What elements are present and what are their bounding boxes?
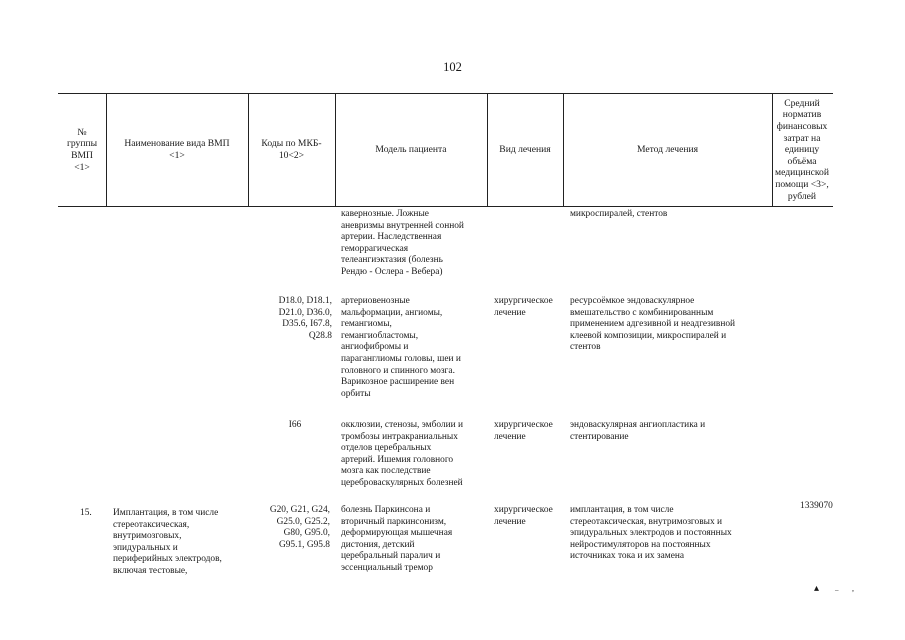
text-line: орбиты	[341, 388, 371, 399]
text-line: затрат на	[783, 132, 821, 144]
icd-codes-cell	[250, 420, 340, 432]
text-line: <1>	[74, 161, 90, 173]
text-line: Коды по МКБ-	[261, 138, 322, 150]
header-group-number	[58, 94, 106, 206]
treatment-type-cell	[494, 420, 553, 443]
text-line: артериовенозные	[341, 296, 410, 306]
text-line: лечение	[494, 307, 526, 318]
text-line: гемангиобластомы,	[341, 330, 419, 341]
text-line: микроспиралей, стентов	[570, 209, 668, 219]
text-line: стереотаксическая, внутримозговых и	[570, 516, 722, 527]
text-line: ангиофибромы и	[341, 342, 409, 353]
text-line: гемангиомы,	[341, 319, 392, 330]
patient-model-cell	[341, 209, 464, 279]
text-line: лечение	[494, 431, 526, 442]
text-line: 10<2>	[278, 150, 305, 161]
text-line: помощи <3>,	[775, 178, 829, 190]
text-line: Q28.8	[308, 330, 332, 341]
text-line: D18.0, D18.1,	[278, 296, 332, 306]
text-line: источниках тока и их замена	[570, 551, 685, 562]
text-line: включая тестовые,	[113, 565, 188, 576]
header-treatment-type	[487, 94, 563, 206]
treatment-method-cell	[570, 296, 735, 354]
vmp-name-cell	[113, 508, 222, 578]
icd-codes-cell	[250, 505, 330, 551]
text-line: эндоваскулярная ангиопластика и	[570, 420, 706, 430]
text-line: G95.1, G95.8	[278, 539, 330, 550]
text-line: параганглиомы головы, шеи и	[341, 353, 461, 364]
text-line: рублей	[787, 190, 817, 202]
text-line: G20, G21, G24,	[269, 505, 330, 515]
text-line: D21.0, D36.0,	[278, 307, 332, 318]
treatment-method-cell	[570, 209, 667, 221]
text-line: мозга как последствие	[341, 466, 431, 477]
text-line: норматив	[782, 109, 822, 121]
text-line: группы	[66, 138, 98, 150]
text-line: церебральный паралич и	[341, 551, 441, 562]
text-line: стентов	[570, 342, 601, 353]
header-vmp-name	[106, 94, 248, 206]
patient-model-cell	[341, 420, 463, 490]
text-line: хирургическое	[494, 505, 553, 515]
text-line: Варикозное расширение вен	[341, 377, 455, 388]
text-line: медицинской	[775, 167, 829, 179]
treatment-type-cell	[494, 296, 553, 319]
scan-artifact: ▴	[814, 583, 820, 594]
text-line: вмешательство с комбинированным	[570, 307, 714, 318]
text-line: лечение	[494, 516, 526, 527]
text-line: геморрагическая	[341, 243, 409, 254]
text-line: артерии. Наследственная	[341, 232, 442, 243]
text-line: <1>	[169, 150, 185, 161]
text-line: мальформации, ангиомы,	[341, 307, 443, 318]
scan-artifact: –	[835, 586, 839, 594]
treatment-type-cell	[494, 505, 553, 528]
treatment-method-cell	[570, 505, 732, 563]
text-line: 15.	[80, 508, 92, 518]
header-financial-norm	[772, 94, 832, 206]
text-line: G25.0, G25.2,	[276, 516, 330, 527]
text-line: внутримозговых,	[113, 531, 182, 542]
text-line: аневризмы внутренней сонной	[341, 220, 464, 231]
icd-codes-cell	[250, 296, 332, 342]
text-line: имплантация, в том числе	[570, 505, 674, 515]
financial-norm-cell	[800, 501, 833, 513]
treatment-method-cell	[570, 420, 705, 443]
text-line: 1339070	[800, 501, 833, 511]
text-line: Рендю - Ослера - Вебера)	[341, 266, 443, 277]
text-line: эпидуральных и	[113, 542, 178, 553]
text-line: отделов церебральных	[341, 443, 432, 454]
text-line: эпидуральных электродов и постоянных	[570, 528, 732, 539]
text-line: вторичный паркинсонизм,	[341, 516, 447, 527]
text-line: деформирующая мышечная	[341, 528, 453, 539]
text-line: эссенциальный тремор	[341, 562, 433, 573]
text-line: Имплантация, в том числе	[113, 508, 219, 518]
text-line: ресурсоёмкое эндоваскулярное	[570, 296, 695, 306]
text-line: периферийных электродов,	[113, 554, 222, 565]
header-icd-codes	[248, 94, 335, 206]
text-line: Средний	[784, 97, 820, 109]
scan-artifact: ,	[852, 584, 854, 593]
text-line: ВМП	[71, 150, 93, 161]
text-line: цереброваскулярных болезней	[341, 477, 463, 488]
text-line: D35.6, I67.8,	[282, 319, 332, 330]
patient-model-cell	[341, 505, 452, 575]
text-line: хирургическое	[494, 296, 553, 306]
text-line: G80, G95.0,	[283, 528, 330, 539]
text-line: телеангиэктазия (болезнь	[341, 255, 443, 266]
text-line: №	[77, 126, 87, 138]
page-number: 102	[443, 60, 462, 74]
header-bottom-border	[58, 206, 833, 207]
text-line: кавернозные. Ложные	[341, 209, 429, 219]
text-line: применением адгезивной и неадгезивной	[570, 319, 736, 330]
text-line: клеевой композиции, микроспиралей и	[570, 330, 727, 341]
text-line: головного и спинного мозга.	[341, 365, 455, 376]
text-line: окклюзии, стенозы, эмболии и	[341, 420, 463, 430]
text-line: Метод лечения	[636, 144, 699, 156]
patient-model-cell	[341, 296, 461, 400]
text-line: нейростимуляторов на постоянных	[570, 539, 711, 550]
text-line: стентирование	[570, 431, 629, 442]
text-line: I66	[288, 420, 302, 430]
text-line: Вид лечения	[499, 144, 551, 156]
text-line: Наименование вида ВМП	[124, 138, 230, 150]
text-line: хирургическое	[494, 420, 553, 430]
text-line: тромбозы интракраниальных	[341, 431, 458, 442]
text-line: артерий. Ишемия головного	[341, 454, 454, 465]
text-line: дистония, детский	[341, 539, 415, 550]
text-line: болезнь Паркинсона и	[341, 505, 431, 515]
text-line: финансовых	[776, 121, 828, 133]
header-patient-model	[335, 94, 487, 206]
text-line: стереотаксическая,	[113, 519, 190, 530]
text-line: Модель пациента	[375, 144, 447, 156]
header-treatment-method	[563, 94, 772, 206]
text-line: единицу объёма	[784, 144, 820, 167]
group-number-cell	[80, 508, 92, 520]
